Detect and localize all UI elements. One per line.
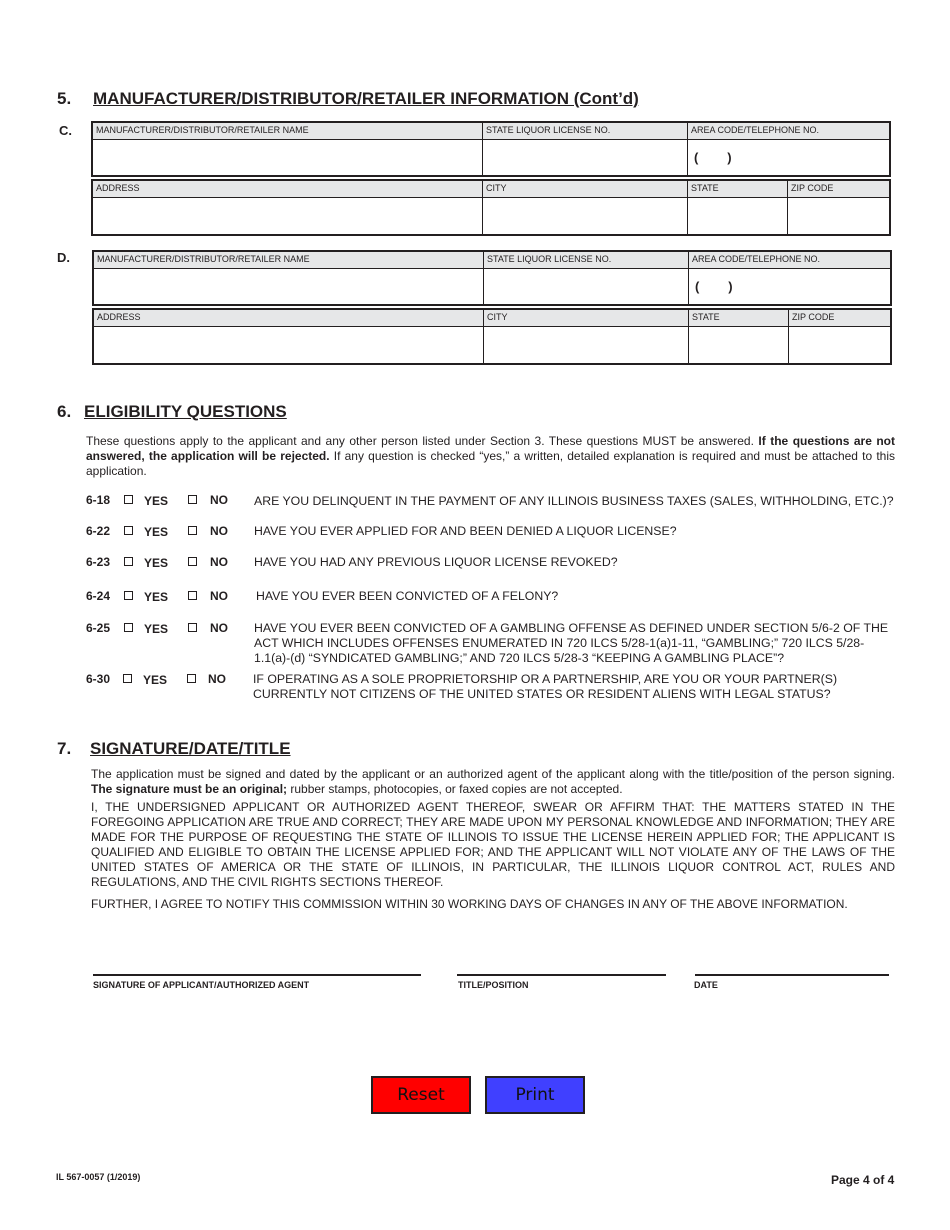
yes-checkbox[interactable] xyxy=(124,591,133,600)
yes-label: YES xyxy=(144,556,169,570)
date-line[interactable] xyxy=(695,974,889,976)
question-text: HAVE YOU HAD ANY PREVIOUS LIQUOR LICENSE REVOKED? xyxy=(254,555,618,569)
phone-cell xyxy=(688,123,889,175)
name-input[interactable] xyxy=(99,139,482,176)
state-input[interactable] xyxy=(695,326,788,364)
yes-label: YES xyxy=(144,525,169,539)
section-6-number: 6. xyxy=(57,402,72,421)
block-letter: D. xyxy=(57,250,70,265)
question-number: 6-24 xyxy=(86,589,111,603)
address-label: ADDRESS xyxy=(93,181,482,198)
city-label: CITY xyxy=(483,181,687,198)
license-cell xyxy=(484,252,689,304)
question-text: HAVE YOU EVER BEEN CONVICTED OF A FELONY? xyxy=(256,589,559,603)
manufacturer-block-d xyxy=(92,250,892,365)
question-number: 6-30 xyxy=(86,672,111,686)
block-row-bottom xyxy=(92,308,892,365)
city-input[interactable] xyxy=(489,197,687,235)
section-7-title: SIGNATURE/DATE/TITLE xyxy=(90,739,291,758)
name-label: MANUFACTURER/DISTRIBUTOR/RETAILER NAME xyxy=(94,252,483,269)
zip-input[interactable] xyxy=(795,326,890,364)
no-label: NO xyxy=(210,621,228,635)
address-label: ADDRESS xyxy=(94,310,483,327)
phone-field[interactable] xyxy=(689,269,890,304)
block-row-top xyxy=(92,250,892,306)
phone-parens: ( ) xyxy=(694,150,732,165)
yes-label: YES xyxy=(144,590,169,604)
no-label: NO xyxy=(208,672,226,686)
yes-label: YES xyxy=(144,494,169,508)
form-id: IL 567-0057 (1/2019) xyxy=(56,1172,141,1182)
yes-checkbox[interactable] xyxy=(124,526,133,535)
notification-paragraph: FURTHER, I AGREE TO NOTIFY THIS COMMISSION WITHIN 30 WORKING DAYS OF CHANGES IN ANY OF THE ABOVE INFORMATION. xyxy=(91,897,848,911)
license-input[interactable] xyxy=(489,139,687,176)
address-cell xyxy=(93,181,483,234)
license-label: STATE LIQUOR LICENSE NO. xyxy=(483,123,687,140)
yes-label: YES xyxy=(143,673,168,687)
no-checkbox[interactable] xyxy=(188,526,197,535)
state-cell xyxy=(688,181,788,234)
no-checkbox[interactable] xyxy=(187,674,196,683)
phone-label: AREA CODE/TELEPHONE NO. xyxy=(688,123,889,140)
signature-label: SIGNATURE OF APPLICANT/AUTHORIZED AGENT xyxy=(93,980,310,990)
question-text: ARE YOU DELINQUENT IN THE PAYMENT OF ANY ILLINOIS BUSINESS TAXES (SALES, WITHHOLDING, ETC.)? xyxy=(254,494,894,508)
intro-text-bold: If the questions are not answered, the application will be rejected. xyxy=(86,434,896,463)
state-input[interactable] xyxy=(694,197,787,235)
yes-checkbox[interactable] xyxy=(124,623,133,632)
no-checkbox[interactable] xyxy=(188,591,197,600)
reset-button[interactable]: Reset xyxy=(371,1076,471,1114)
no-checkbox[interactable] xyxy=(188,557,197,566)
yes-label: YES xyxy=(144,622,169,636)
yes-checkbox[interactable] xyxy=(124,495,133,504)
title-label: TITLE/POSITION xyxy=(458,980,529,990)
question-number: 6-23 xyxy=(86,555,111,569)
no-label: NO xyxy=(210,589,228,603)
eligibility-intro xyxy=(86,434,895,479)
affirmation-paragraph: I, THE UNDERSIGNED APPLICANT OR AUTHORIZED AGENT THEREOF, SWEAR OR AFFIRM THAT: THE MATTERS STATED IN THE FOREGOING APPLICATION ARE TRUE AND CORRECT; THEY ARE MADE UPON MY PERSONAL KNOWLEDGE AND INFORMATION; THEY ARE MADE FOR THE PURPOSE OF REQUESTING THE STATE OF ILLINOIS TO ISSUE THE LICENSE HEREIN APPLIED FOR; THE APPLICANT IS QUALIFIED AND ELIGIBLE TO OBTAIN THE LICENSE APPLIED FOR; AND THE APPLICANT WILL NOT VIOLATE ANY OF THE LAWS OF THE UNITED STATES OF AMERICA OR THE STATE OF ILLINOIS, IN PARTICULAR, THE ILLINOIS LIQUOR CONTROL ACT, RULES AND REGULATIONS, AND THE CIVIL RIGHTS SECTIONS THEREOF. xyxy=(91,800,895,889)
sig-text-bold: The signature must be an original; xyxy=(91,782,288,796)
manufacturer-block-c xyxy=(91,121,891,236)
phone-parens: ( ) xyxy=(695,279,733,294)
name-cell xyxy=(94,252,484,304)
block-letter: C. xyxy=(59,123,72,138)
zip-cell xyxy=(789,310,890,363)
zip-label: ZIP CODE xyxy=(788,181,889,198)
question-text: HAVE YOU EVER BEEN CONVICTED OF A GAMBLING OFFENSE AS DEFINED UNDER SECTION 5/6-2 OF THE ACT WHICH INCLUDES OFFENSES ENUMERATED IN 720 ILCS 5/28-1(a)1-11, “GAMBLING;” 720 ILCS 5/28-1.1(a)-(d) “SYNDICATED GAMBLING;” AND 720 ILCS 5/28-3 “KEEPING A GAMBLING PLACE”? xyxy=(254,621,889,665)
question-number: 6-22 xyxy=(86,524,111,538)
question-number: 6-25 xyxy=(86,621,111,635)
signature-instructions xyxy=(91,767,895,797)
phone-cell xyxy=(689,252,890,304)
license-cell xyxy=(483,123,688,175)
sig-text-2: rubber stamps, photocopies, or faxed copies are not accepted. xyxy=(287,782,623,796)
section-5-number: 5. xyxy=(57,89,72,108)
city-cell xyxy=(484,310,689,363)
question-text: HAVE YOU EVER APPLIED FOR AND BEEN DENIED A LIQUOR LICENSE? xyxy=(254,524,677,538)
no-checkbox[interactable] xyxy=(188,495,197,504)
page-number: Page 4 of 4 xyxy=(831,1173,895,1187)
no-label: NO xyxy=(210,524,228,538)
signature-line[interactable] xyxy=(93,974,421,976)
yes-checkbox[interactable] xyxy=(124,557,133,566)
sig-text-1: The application must be signed and dated by the applicant or an authorized agent of the applicant along with the title/position of the person signing. xyxy=(91,767,895,781)
state-label: STATE xyxy=(689,310,788,327)
city-cell xyxy=(483,181,688,234)
state-label: STATE xyxy=(688,181,787,198)
city-label: CITY xyxy=(484,310,688,327)
city-input[interactable] xyxy=(490,326,688,364)
zip-label: ZIP CODE xyxy=(789,310,890,327)
no-checkbox[interactable] xyxy=(188,623,197,632)
license-label: STATE LIQUOR LICENSE NO. xyxy=(484,252,688,269)
question-text: IF OPERATING AS A SOLE PROPRIETORSHIP OR A PARTNERSHIP, ARE YOU OR YOUR PARTNER(S) CURRENTLY NOT CITIZENS OF THE UNITED STATES OR RESIDENT ALIENS WITH LEGAL STATUS? xyxy=(253,672,838,701)
zip-cell xyxy=(788,181,889,234)
question-number: 6-18 xyxy=(86,493,111,507)
address-cell xyxy=(94,310,484,363)
intro-text-2: If any question is checked “yes,” a written, detailed explanation is required and must be attached to this application. xyxy=(86,449,896,478)
name-label: MANUFACTURER/DISTRIBUTOR/RETAILER NAME xyxy=(93,123,482,140)
section-7-number: 7. xyxy=(57,739,72,758)
name-input[interactable] xyxy=(100,268,483,305)
block-row-top xyxy=(91,121,891,177)
address-input[interactable] xyxy=(100,326,483,364)
print-button[interactable]: Print xyxy=(485,1076,585,1114)
yes-checkbox[interactable] xyxy=(123,674,132,683)
address-input[interactable] xyxy=(99,197,482,235)
name-cell xyxy=(93,123,483,175)
intro-text-1: These questions apply to the applicant and any other person listed under Section 3. These questions MUST be answered. xyxy=(86,434,759,448)
phone-field[interactable] xyxy=(688,140,889,175)
section-5-title: MANUFACTURER/DISTRIBUTOR/RETAILER INFORMATION (Cont’d) xyxy=(93,89,639,108)
date-label: DATE xyxy=(694,980,718,990)
state-cell xyxy=(689,310,789,363)
phone-label: AREA CODE/TELEPHONE NO. xyxy=(689,252,890,269)
block-row-bottom xyxy=(91,179,891,236)
license-input[interactable] xyxy=(490,268,688,305)
zip-input[interactable] xyxy=(794,197,889,235)
no-label: NO xyxy=(210,493,228,507)
no-label: NO xyxy=(210,555,228,569)
section-6-title: ELIGIBILITY QUESTIONS xyxy=(84,402,287,421)
title-line[interactable] xyxy=(457,974,666,976)
